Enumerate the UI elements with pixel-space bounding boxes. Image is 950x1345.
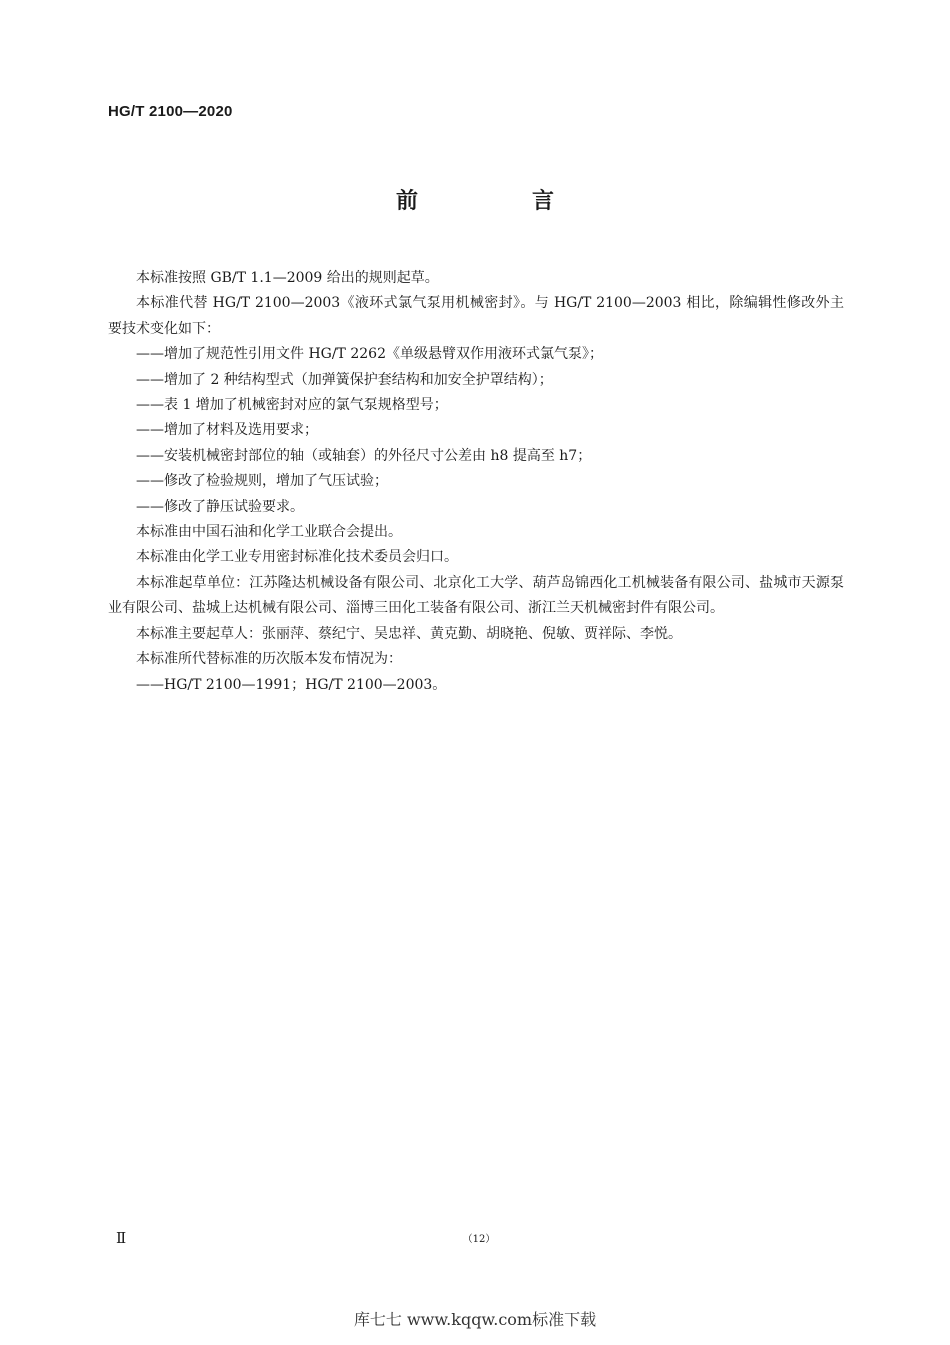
paragraph-drafters: 本标准主要起草人：张丽萍、蔡纪宁、吴忠祥、黄克勤、胡晓艳、倪敏、贾祥际、李悦。 <box>136 625 682 642</box>
paragraph-drafting-units: 本标准起草单位：江苏隆达机械设备有限公司、北京化工大学、葫芦岛锦西化工机械装备有限公司、盐城市天源泵业有限公司、盐城上达机械有限公司、淄博三田化工装备有限公司、浙江兰天机械密封件有限公司。 <box>108 574 844 617</box>
document-code: HG/T 2100—2020 <box>108 103 233 120</box>
change-item: ——修改了检验规则，增加了气压试验； <box>136 473 388 490</box>
watermark-text: 库七七 www.kqqw.com标准下载 <box>353 1310 597 1329</box>
page-number: （12） <box>462 1234 496 1245</box>
paragraph-previous-editions: 本标准所代替标准的历次版本发布情况为： <box>136 651 402 668</box>
roman-page-number: Ⅱ <box>116 1229 127 1247</box>
paragraph-replacement: 本标准代替 HG/T 2100—2003《液环式氯气泵用机械密封》。与 HG/T 2100—2003 相比，除编辑性修改外主要技术变化如下： <box>108 295 844 337</box>
paragraph-under-jurisdiction: 本标准由化学工业专用密封标准化技术委员会归口。 <box>136 549 458 566</box>
paragraph-drafting-rules: 本标准按照 GB/T 1.1—2009 给出的规则起草。 <box>136 270 439 286</box>
change-item: ——安装机械密封部位的轴（或轴套）的外径尺寸公差由 h8 提高至 h7； <box>136 447 592 464</box>
change-item: ——修改了静压试验要求。 <box>136 498 304 515</box>
change-item: ——表 1 增加了机械密封对应的氯气泵规格型号； <box>136 397 448 414</box>
preface-body <box>108 266 844 698</box>
previous-edition-item: ——HG/T 2100—1991；HG/T 2100—2003。 <box>136 676 447 693</box>
change-item: ——增加了材料及选用要求； <box>136 422 318 439</box>
paragraph-proposed-by: 本标准由中国石油和化学工业联合会提出。 <box>136 524 402 541</box>
change-item: ——增加了规范性引用文件 HG/T 2262《单级悬臂双作用液环式氯气泵》； <box>136 346 603 363</box>
change-item: ——增加了 2 种结构型式（加弹簧保护套结构和加安全护罩结构）； <box>136 371 553 388</box>
page-title: 前 言 <box>395 189 600 214</box>
